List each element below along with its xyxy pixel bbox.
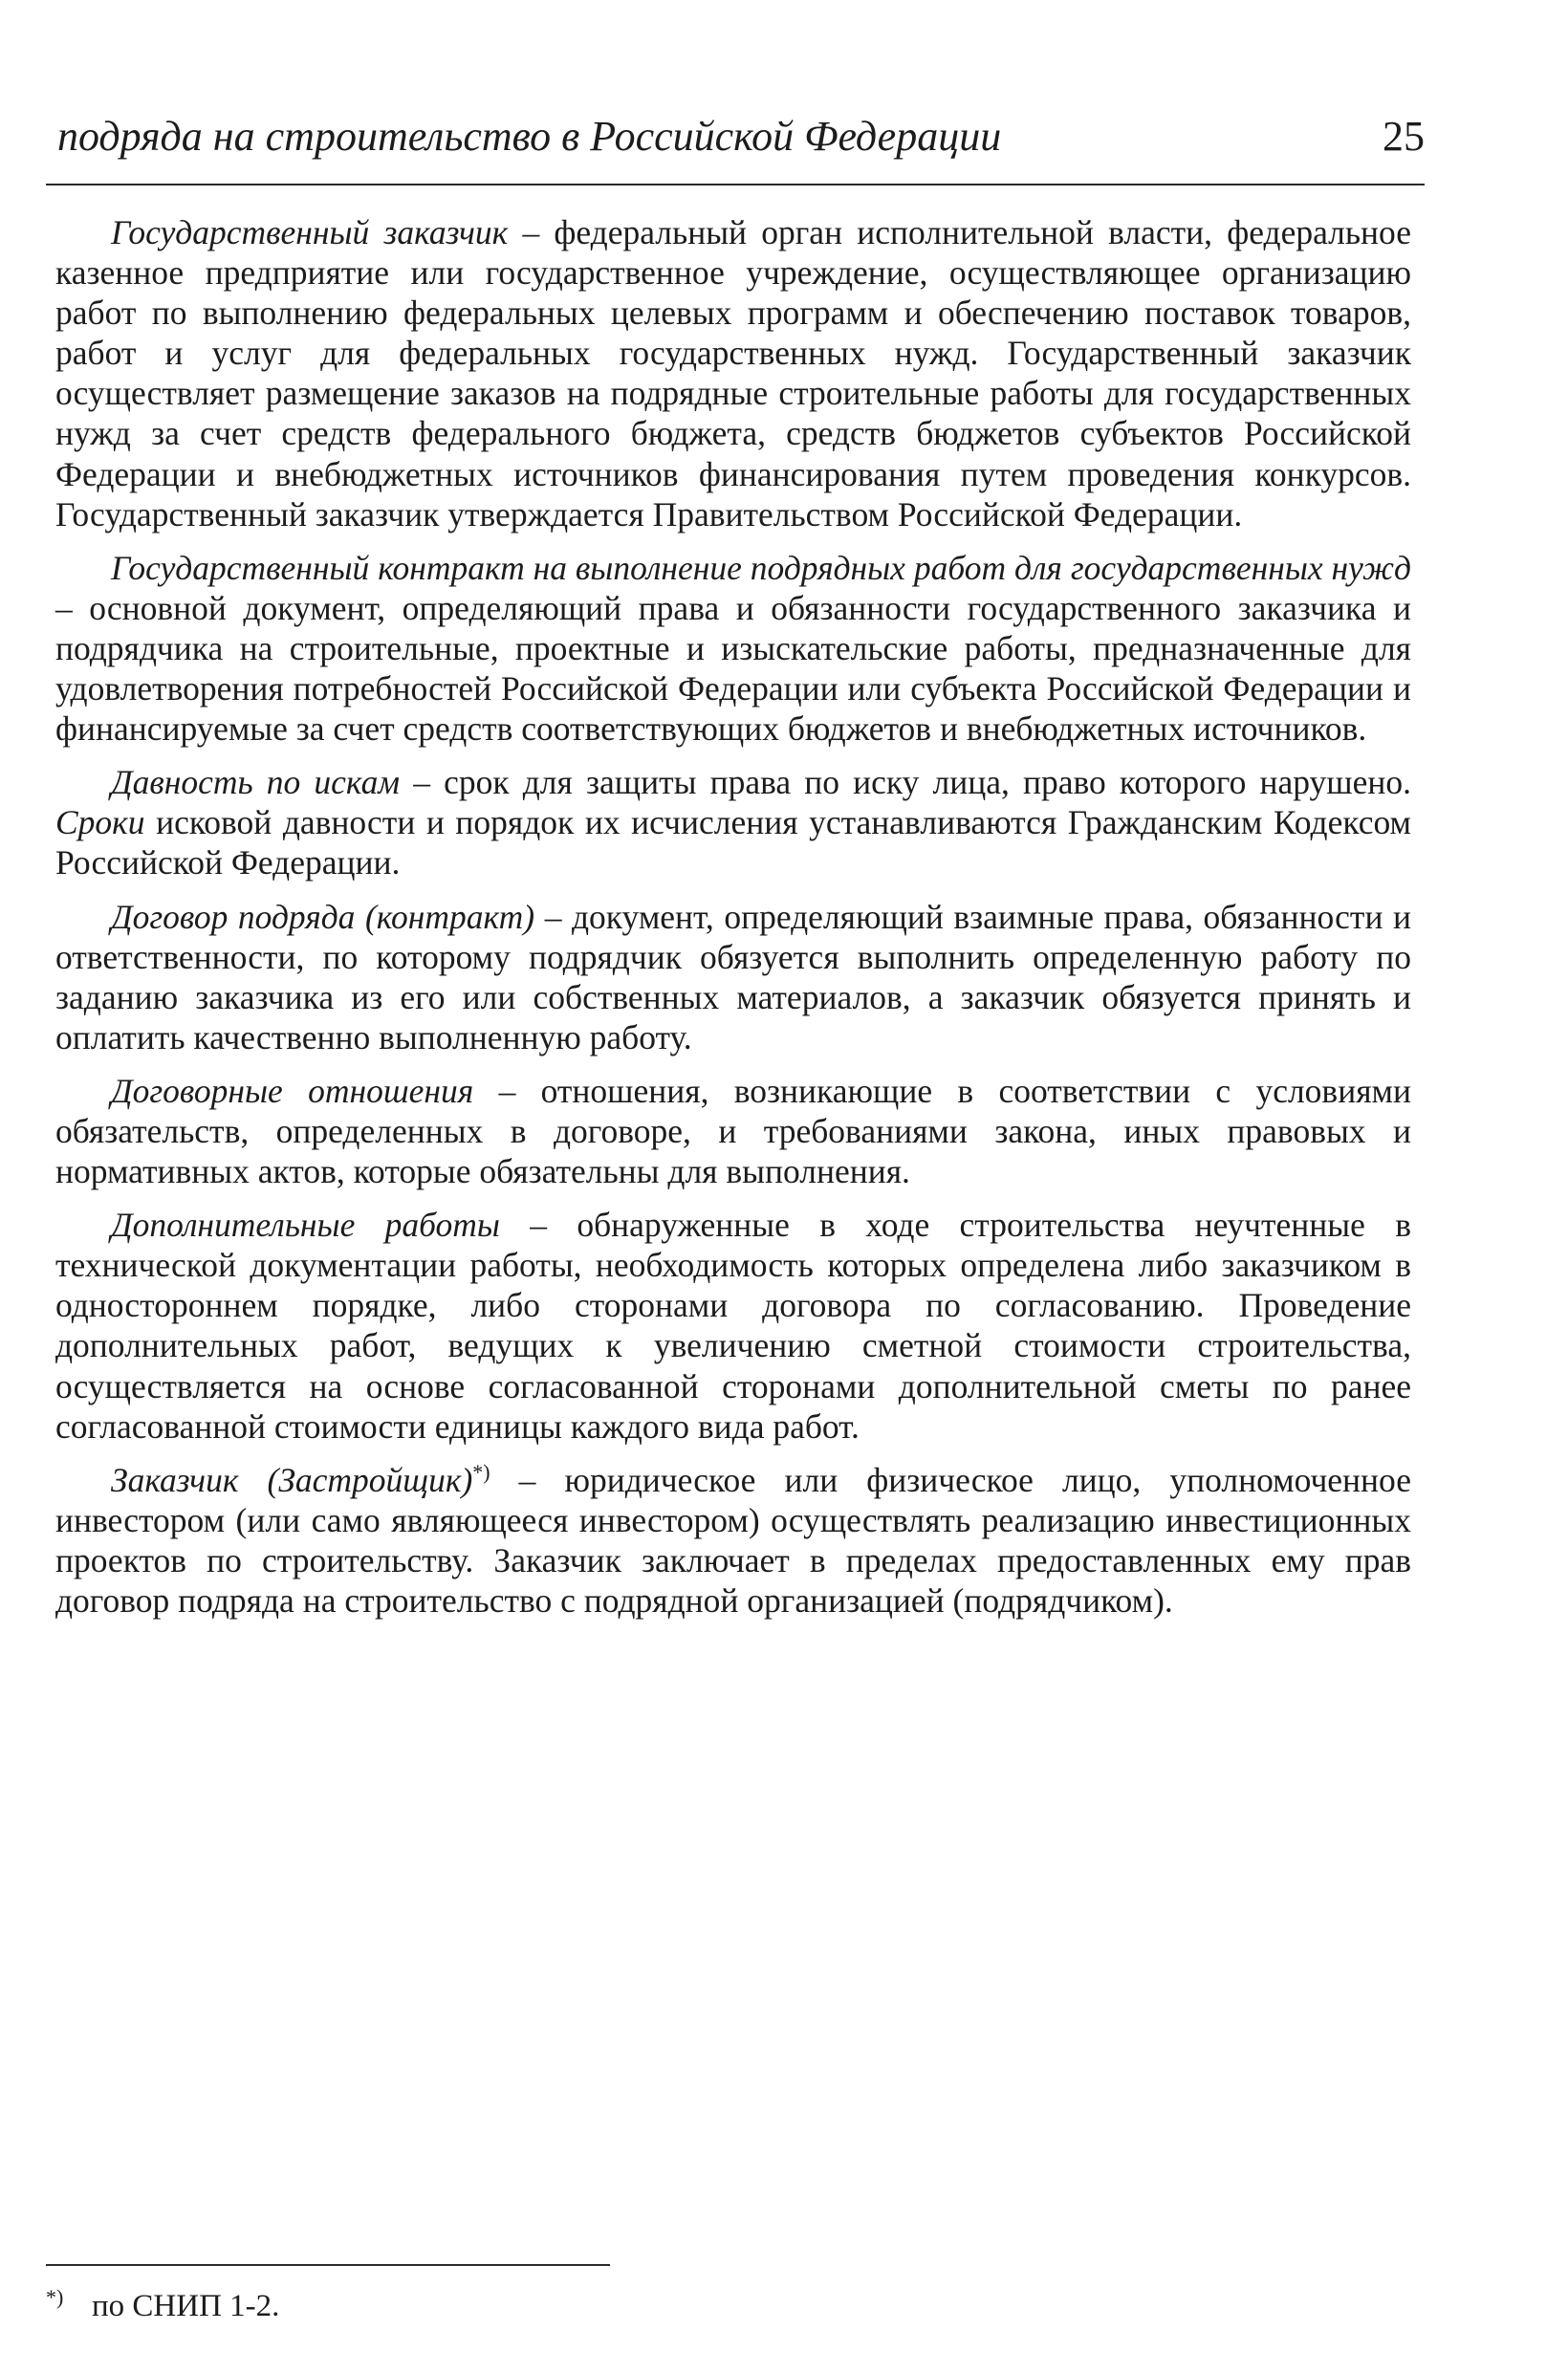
footnote-marker: *) [46, 2285, 64, 2309]
page-number: 25 [1383, 113, 1425, 160]
entry-definition: – основной документ, определяющий права и обязанности государственного заказчика и подрядчика на строительные, проектные и изыскательские работы, предназначенные для удовлетворения потребностей Российской Федерации или субъекта Российской Федерации и финансируемые за счет средств соответствующих бюджетов и внебюджетных источников. [55, 588, 1411, 749]
entry-state-contract [55, 548, 1411, 749]
entry-definition-continued: исковой давности и порядок их исчисления устанавливаются Гражданским Кодексом Российской Федерации. [55, 803, 1411, 882]
footnote [46, 2287, 279, 2325]
entry-term: Заказчик (Застройщик) [111, 1460, 473, 1499]
entry-term: Договор подряда (контракт) [111, 897, 535, 936]
footnote-reference[interactable]: *) [472, 1459, 490, 1484]
running-title: подряда на строительство в Российской Федерации [57, 113, 1002, 160]
header-rule [46, 184, 1425, 185]
entry-term: Дополнительные работы [111, 1206, 500, 1245]
entry-definition: – юридическое или физическое лицо, уполномоченное инвестором (или само являющееся инвестором) осуществлять реализацию инвестиционных проектов по строительству. Заказчик заключает в пределах предоставленных ему прав договор подряда на строительство с подрядной организацией (подрядчиком). [55, 1460, 1411, 1620]
entry-definition: – федеральный орган исполнительной власти, федеральное казенное предприятие или государственное учреждение, осуществляющее организацию работ по выполнению федеральных целевых программ и обеспечению поставок товаров, работ и услуг для федеральных государственных нужд. Государственный заказчик осуществляет размещение заказов на подрядные строительные работы для государственных нужд за счет средств федерального бюджета, средств бюджетов субъектов Российской Федерации и внебюджетных источников финансирования путем проведения конкурсов. Государственный заказчик утверждается Правительством Российской Федерации. [55, 213, 1411, 534]
entry-definition: – документ, определяющий взаимные права, обязанности и ответственности, по которому подрядчик обязуется выполнить определенную работу по заданию заказчика из его или собственных материалов, а заказчик обязуется принять и оплатить качественно выполненную работу. [55, 897, 1411, 1056]
entry-term: Давность по искам [111, 763, 401, 802]
entry-state-customer [55, 212, 1411, 534]
entry-definition: – срок для защиты права по иску лица, право которого нарушено. [400, 763, 1411, 802]
footnote-text: по СНИП 1-2. [92, 2289, 280, 2323]
entry-definition: – обнаруженные в ходе строительства неучтенные в технической документации работы, необходимость которых определена либо заказчиком в одностороннем порядке, либо сторонами договора по согласованию. Проведение дополнительных работ, ведущих к увеличению сметной стоимости строительства, осуществляется на основе согласованной сторонами дополнительной сметы по ранее согласованной стоимости единицы каждого вида работ. [55, 1206, 1411, 1446]
glossary-body [55, 212, 1411, 1634]
entry-additional-works [55, 1205, 1411, 1447]
entry-definition: – отношения, возникающие в соответствии с условиями обязательств, определенных в договоре, и требованиями закона, иных правовых и нормативных актов, которые обязательны для выполнения. [55, 1071, 1411, 1191]
entry-limitation-period [55, 762, 1411, 882]
footnote-rule [46, 2264, 610, 2266]
entry-contract-relations [55, 1071, 1411, 1191]
entry-customer-developer [55, 1460, 1411, 1621]
entry-contract-agreement [55, 897, 1411, 1057]
entry-term: Государственный заказчик [111, 213, 509, 251]
entry-term: Договорные отношения [111, 1071, 474, 1110]
entry-term-secondary: Сроки [55, 803, 145, 842]
running-header [57, 113, 1425, 180]
entry-term: Государственный контракт на выполнение подрядных работ для государственных нужд [111, 548, 1411, 587]
